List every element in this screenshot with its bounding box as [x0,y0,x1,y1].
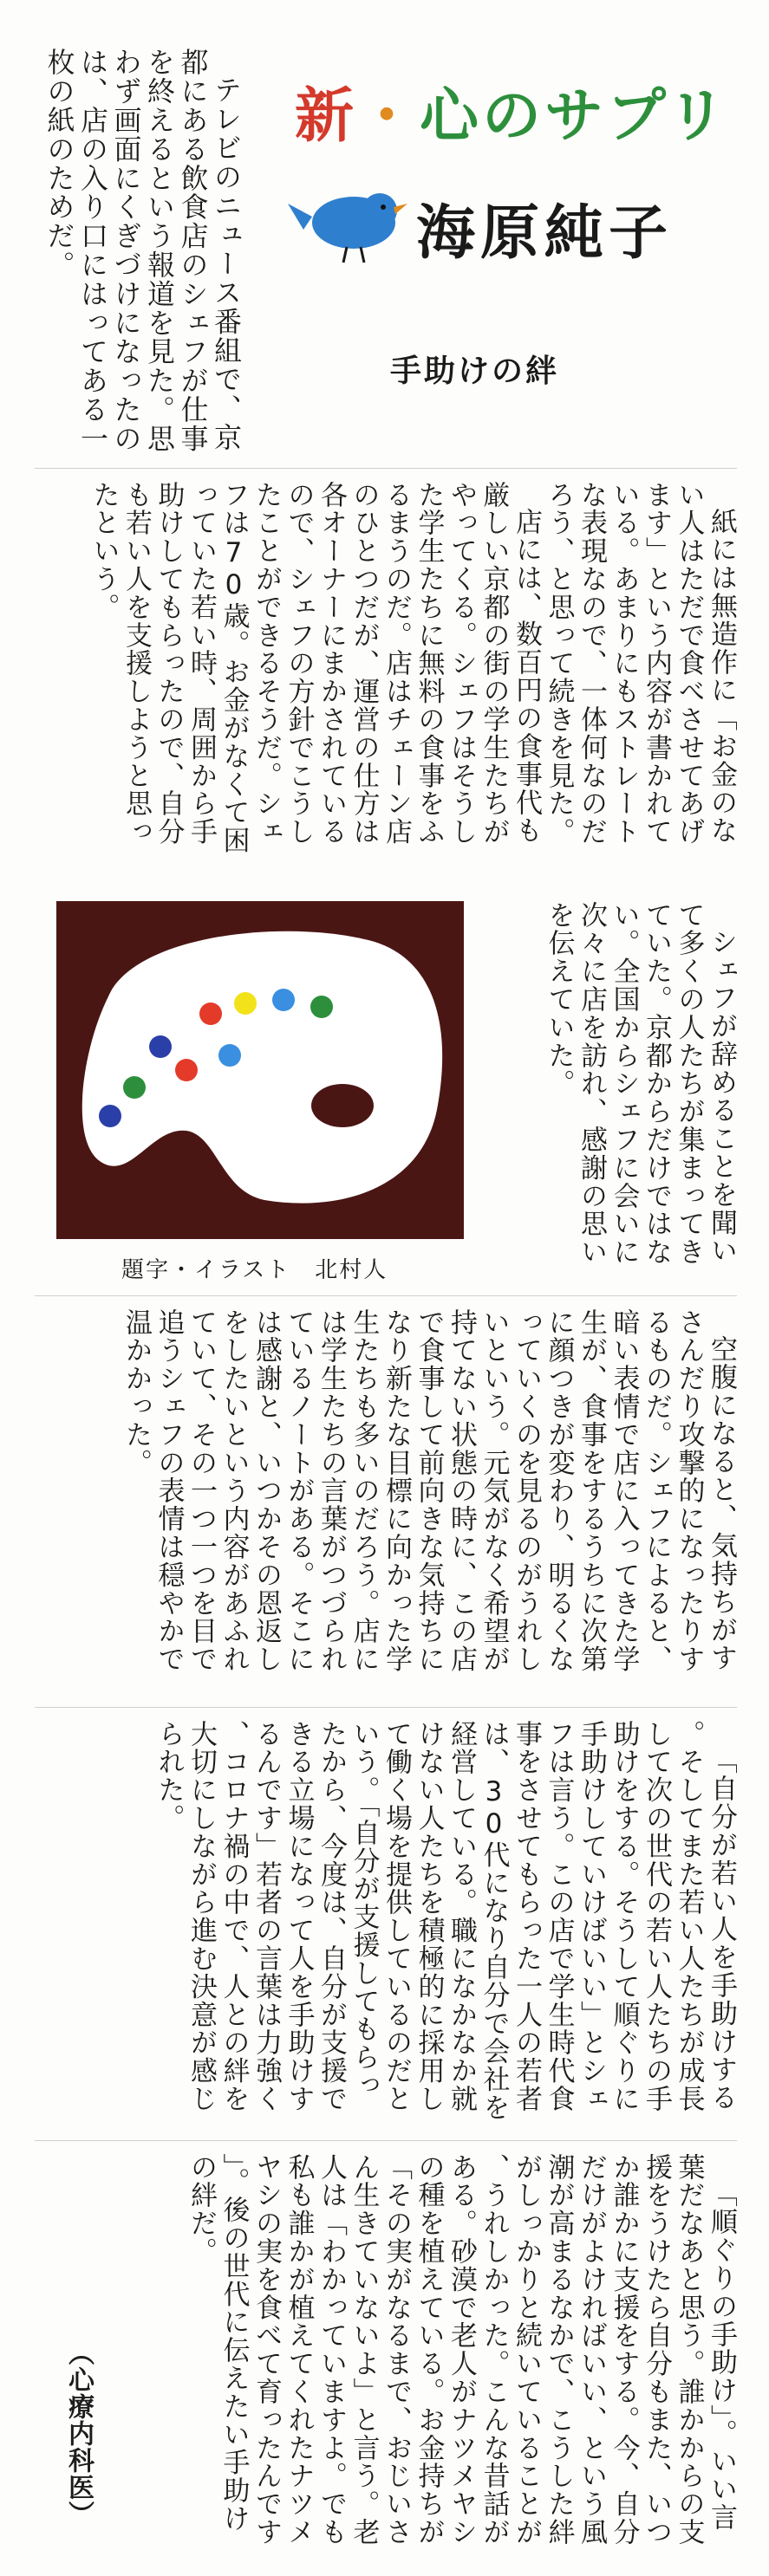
body-paragraph: シェフが辞めることを聞いて多くの人たちが集まってきていた。京都からだけではない。全国からシェフに会いに次々に店を訪れ、感謝の思いを伝えていた。 [543,901,737,1267]
body-column-bottom [113,2153,737,2552]
illustration-credit: 題字・イラスト 北村人 [121,1257,388,1283]
body-paragraph: 空腹になると、気持ちがすさんだり攻撃的になったりするものだ。シェフによると、暗い表情で店に入ってきた学生が、食事をするうちに次第に顔つきが変わり、明るくなっていくのを見るのがうれしいという。元気がなく希望が持てない状態の時に、この店で食事して前向きな気持ちになり新たな目標に向かった学生たちも多いのだろう。店には学生たちの言葉がつづられているノートがある。そこには感謝と、いつかその恩返しをしたいという内容があふれていて、その一つ一つを目で追うシェフの表情は穏やかで温かかった。 [121,1308,737,1674]
body-paragraph: 紙には無造作に「お金のない人はただで食べさせてあげます」という内容が書かれている。あまりにもストレートな表現なので、一体何なのだろう、と思って続きを見た。 [543,481,737,847]
body-paragraph: 「自分が若い人を手助けする。そしてまた若い人たちが成長して次の世代の若い人たちの手助けをする。そうして順ぐりに手助けしていけばいい」とシェフは言う。この店で学生時代食事をさせてもらった一人の若者は、30代になり自分で会社を経営している。職になかなか就けない人たちを積極的に採用して働く場を提供しているのだという。「自分が支援してもらったから、今度は、自分が支援できる立場になって人を手助けするんです」若者の言葉は力強く、コロナ禍の中で、人との絆を大切にしながら進む決意が感じられた。 [153,1720,737,2122]
series-title-part1: 新 [295,82,358,151]
series-title-part2: 心のサプリ [420,82,730,151]
body-column-upper [43,481,737,862]
article-headline: 手助けの絆 [390,354,560,389]
body-column-middle [43,1308,737,1690]
column-masthead [286,69,728,282]
author-name: 海原純子 [416,198,674,268]
divider-line [35,468,737,469]
series-title [295,69,729,153]
palette-illustration [56,901,464,1239]
divider-line [35,1707,737,1708]
divider-line [35,1295,737,1296]
intro-text [43,48,243,455]
palette-icon [56,901,464,1239]
intro-paragraph: テレビのニュース番組で、京都にある飲食店のシェフが仕事を終えるという報道を見た。思わず画面にくぎづけになったのは、店の入り口にはってある一枚の紙のためだ。 [43,48,243,453]
body-column-lower [43,1720,737,2127]
author-byline: （心療内科医） [63,2339,94,2527]
series-title-dot: ・ [357,82,420,151]
bird-icon [286,169,407,264]
body-paragraph: 店には、数百円の食事代も厳しい京都の街の学生たちがやってくる。シェフはそうした学生たちに無料の食事をふるまうのだ。店はチェーン店のひとつだが、運営の仕方は各オーナーにまかされているので、シェフの方針でこうしたことができるそうだ。シェフは70歳。お金がなくて困っていた若い時、周囲から手助けしてもらったので、自分も若い人を支援しようと思ったという。 [88,481,542,855]
body-column-beside-illustration [486,901,737,1274]
body-paragraph: 「順ぐりの手助け」。いい言葉だなあと思う。誰かからの支援をうけたら自分もまた、いつか誰かに支援をする。今、自分だけがよければいい、という風潮が高まるなかで、こうした絆がしっかりと続いていることが、うれしかった。こんな昔話がある。砂漠で老人がナツメヤシの種を植えている。お金持ちが「その実がなるまで、おじいさん生きていないよ」と言う。老人は「わかっていますよ。でも私も誰かが植えてくれたナツメヤシの実を食べて育ったんです」。後の世代に伝えたい手助けの絆だ。 [186,2153,737,2547]
divider-line [35,2140,737,2141]
